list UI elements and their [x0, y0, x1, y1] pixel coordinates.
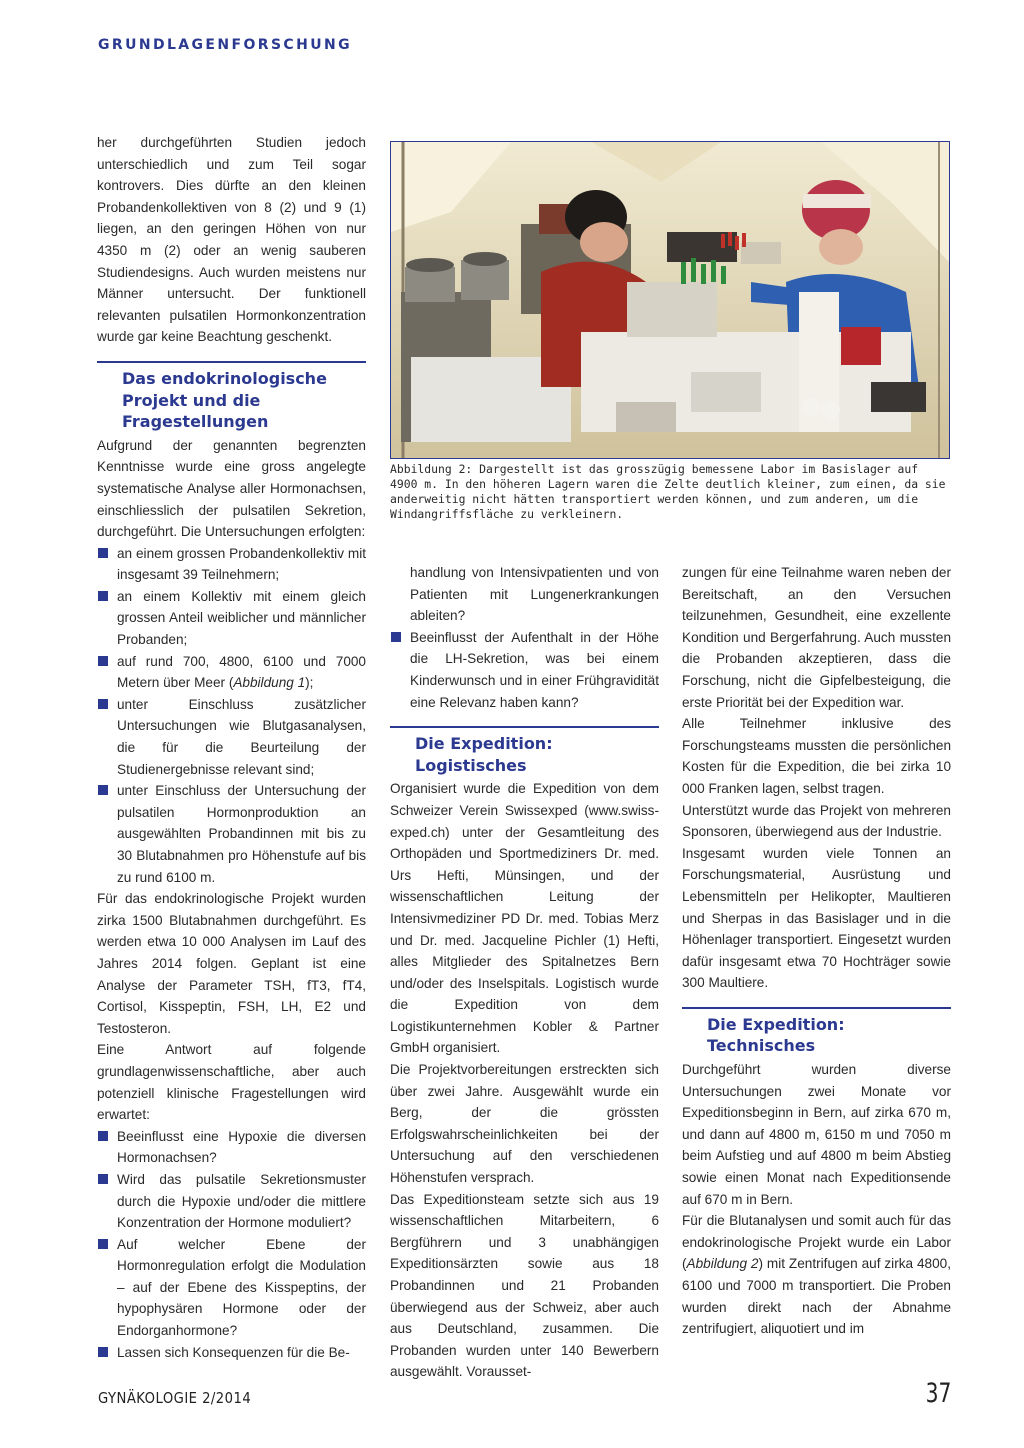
heading-endocrine-project: Das endokrinologische Projekt und die Fragestellungen: [122, 368, 327, 432]
col3-paragraph-3: Unterstützt wurde das Projekt von mehreren Sponsoren, überwiegend aus der Industrie.: [682, 802, 951, 840]
col3-paragraph-5: Durchgeführt wurden diverse Untersuchungen zwei Monate vor Expeditionsbeginn in Bern, auf zirka 670 m, und dann auf 4800 m, 6150 m und 7050 m beim Aufstieg und auf 4800 m beim Abstieg sowie einen Monat nach Expeditionsende auf 670 m in Bern.: [682, 1062, 951, 1207]
column-1: [97, 132, 366, 1363]
heading-rule: [682, 1007, 951, 1009]
col2-paragraph-3: Das Expeditionsteam setzte sich aus 19 wissenschaftlichen Mitarbeitern, 6 Bergführern und 3 unabhängigen Expeditionsärzten sowie aus 18 Probandinnen und 21 Probanden überwiegend aus der Schweiz, aber auch aus Deutschland, zusammen. Die Probanden wurden unter 140 Bewerbern ausgewählt. Vorausset-: [390, 1191, 659, 1380]
list-item-text: );: [305, 675, 314, 691]
col2-paragraph-1: Organisiert wurde die Expedition von dem Schweizer Verein Swissexped (www.swiss-exped.ch) unter der Gesamtleitung des Orthopäden und Sportmediziners Dr. med. Urs Hefti, Münsingen, und der wissenschaftlichen Leitung der Intensivmediziner PD Dr. med. Tobias Merz und Dr. med. Jacqueline Pichler (1) Hefti, alles Mitglieder des Spitalnetzes Bern und/oder des Inselspitals. Logistisch wurde die Expedition von dem Logistikunternehmen Kobler & Partner GmbH organisiert.: [390, 781, 659, 1056]
col1-paragraph-3: Eine Antwort auf folgende grundlagenwissenschaftliche, aber auch potenziell klinische Fragestellungen wird erwartet:: [97, 1042, 366, 1123]
col3-paragraph-1: zungen für eine Teilnahme waren neben der Bereitschaft, an den Versuchen teilzunehmen, Gesundheit, eine exzellente Kondition und Bergerfahrung. Auch mussten die Probanden akzeptieren, dass die Forschung, nicht die Gipfelbesteigung, die erste Priorität bei der Expedition war.: [682, 565, 951, 710]
heading-logistics: Die Expedition: Logistisches: [415, 734, 553, 775]
col3-paragraph-4: Insgesamt wurden viele Tonnen an Forschungsmaterial, Ausrüstung und Lebensmitteln per Helikopter, Maultieren und Sherpas in das Basislager und in die Höhenlager transportiert. Eingesetzt wurden dafür insgesamt etwa 70 Hochträger sowie 300 Maultiere.: [682, 845, 951, 991]
column-3: [682, 562, 951, 1340]
heading-technical: Die Expedition: Technisches: [707, 1014, 845, 1056]
list-item: [97, 651, 366, 694]
page-number: 37: [925, 1378, 951, 1409]
bullet-list-questions: [97, 1126, 366, 1364]
heading-rule: [390, 726, 659, 728]
lab-photo: [390, 141, 950, 459]
col1-paragraph-1: Aufgrund der genannten begrenzten Kenntnisse wurde eine gross angelegte systematische Analyse aller Hormonachsen, einschliesslich der pulsatilen Sekretion, durchgeführt. Die Untersuchungen erfolgten:: [97, 437, 366, 540]
col1-intro: her durchgeführten Studien jedoch unterschiedlich und zum Teil sogar kontrovers. Dies dürfte an den kleinen Probandenkollektiven von 8 (2) und 9 (1) liegen, an den geringen Höhen von nur 4350 m (2) oder an wenig sauberen Studiendesigns. Auch wurden meistens nur Männer untersucht. Der funktionell relevanten pulsatilen Hormonkonzentration wurde gar keine Beachtung geschenkt.: [97, 135, 366, 345]
list-item: unter Einschluss zusätzlicher Untersuchungen wie Blutgasanalysen, die für die Beurteilung der Studienergebnisse relevant sind;: [97, 694, 366, 780]
list-item: Auf welcher Ebene der Hormonregulation erfolgt die Modulation – auf der Ebene des Kisspeptins, der hypophysären Hormone oder der Endorganhormone?: [97, 1234, 366, 1342]
col1-paragraph-2: Für das endokrinologische Projekt wurden zirka 1500 Blutabnahmen durchgeführt. Es werden etwa 10 000 Analysen im Lauf des Jahres 2014 folgen. Geplant ist eine Analyse der Parameter TSH, fT3, fT4, Cortisol, Kisspeptin, FSH, LH, E2 und Testosteron.: [97, 891, 366, 1036]
list-item: unter Einschluss der Untersuchung der pulsatilen Hormonproduktion an ausgewählten Probandinnen mit bis zu 30 Blutabnahmen pro Höhenstufe auf bis zu rund 6100 m.: [97, 780, 366, 888]
list-item: Lassen sich Konsequenzen für die Be-: [97, 1342, 366, 1364]
paragraph-text: ) mit Zentrifugen auf zirka 4800, 6100 und 7000 m transportiert. Die Proben wurden direkt nach der Abnahme zentrifugiert, aliquotiert und im: [682, 1256, 951, 1337]
lab-photo-illustration: [391, 142, 949, 458]
col3-paragraph-2: Alle Teilnehmer inklusive des Forschungsteams mussten die persönlichen Kosten für die Expedition, die bei zirka 10 000 Franken lagen, selbst tragen.: [682, 716, 951, 796]
figure-caption: Abbildung 2: Dargestellt ist das grosszügig bemessene Labor im Basislager auf 4900 m. In den höheren Lagern waren die Zelte deutlich kleiner, zum einen, da sie anderweitig nicht hätten transportiert werden können, und zum anderen, um die Windangriffsfläche zu verkleinern.: [390, 462, 946, 521]
bullet-list-questions-cont: [390, 627, 659, 713]
col2-continuation: handlung von Intensivpatienten und von Patienten mit Lungenerkrankungen ableiten?: [410, 565, 659, 624]
list-item: an einem Kollektiv mit einem gleich grossen Anteil weiblicher und männlicher Probanden;: [97, 586, 366, 651]
paragraph-text: Für die Blutanalysen und somit auch für das endokrinologische Projekt wurde ein Labor (: [682, 1213, 951, 1272]
list-item-text: auf rund 700, 4800, 6100 und 7000 Metern über Meer (: [117, 653, 366, 691]
heading-rule: [97, 361, 366, 363]
list-item: an einem grossen Probandenkollektiv mit insgesamt 39 Teilnehmern;: [97, 543, 366, 586]
section-tag: GRUNDLAGENFORSCHUNG: [98, 37, 353, 53]
bullet-list-study-design: [97, 543, 366, 889]
list-item: Wird das pulsatile Sekretionsmuster durch die Hypoxie und/oder die mittlere Konzentration der Hormone moduliert?: [97, 1169, 366, 1234]
col2-paragraph-2: Die Projektvorbereitungen erstreckten sich über zwei Jahre. Ausgewählt wurde ein Berg, der die grössten Erfolgswahrscheinlichkeiten bei der Untersuchung auf den verschiedenen Höhenstufen versprach.: [390, 1062, 659, 1186]
figure-reference: Abbildung 1: [233, 675, 306, 691]
list-item: Beeinflusst der Aufenthalt in der Höhe die LH-Sekretion, was bei einem Kinderwunsch und in einer Frühgravidität eine Relevanz haben kann?: [390, 627, 659, 713]
col3-paragraph-6: [682, 1210, 951, 1340]
figure-reference: Abbildung 2: [686, 1256, 759, 1272]
journal-footer: GYNÄKOLOGIE 2/2014: [98, 1389, 252, 1407]
column-2: [390, 562, 659, 1383]
list-item: Beeinflusst eine Hypoxie die diversen Hormonachsen?: [97, 1126, 366, 1169]
